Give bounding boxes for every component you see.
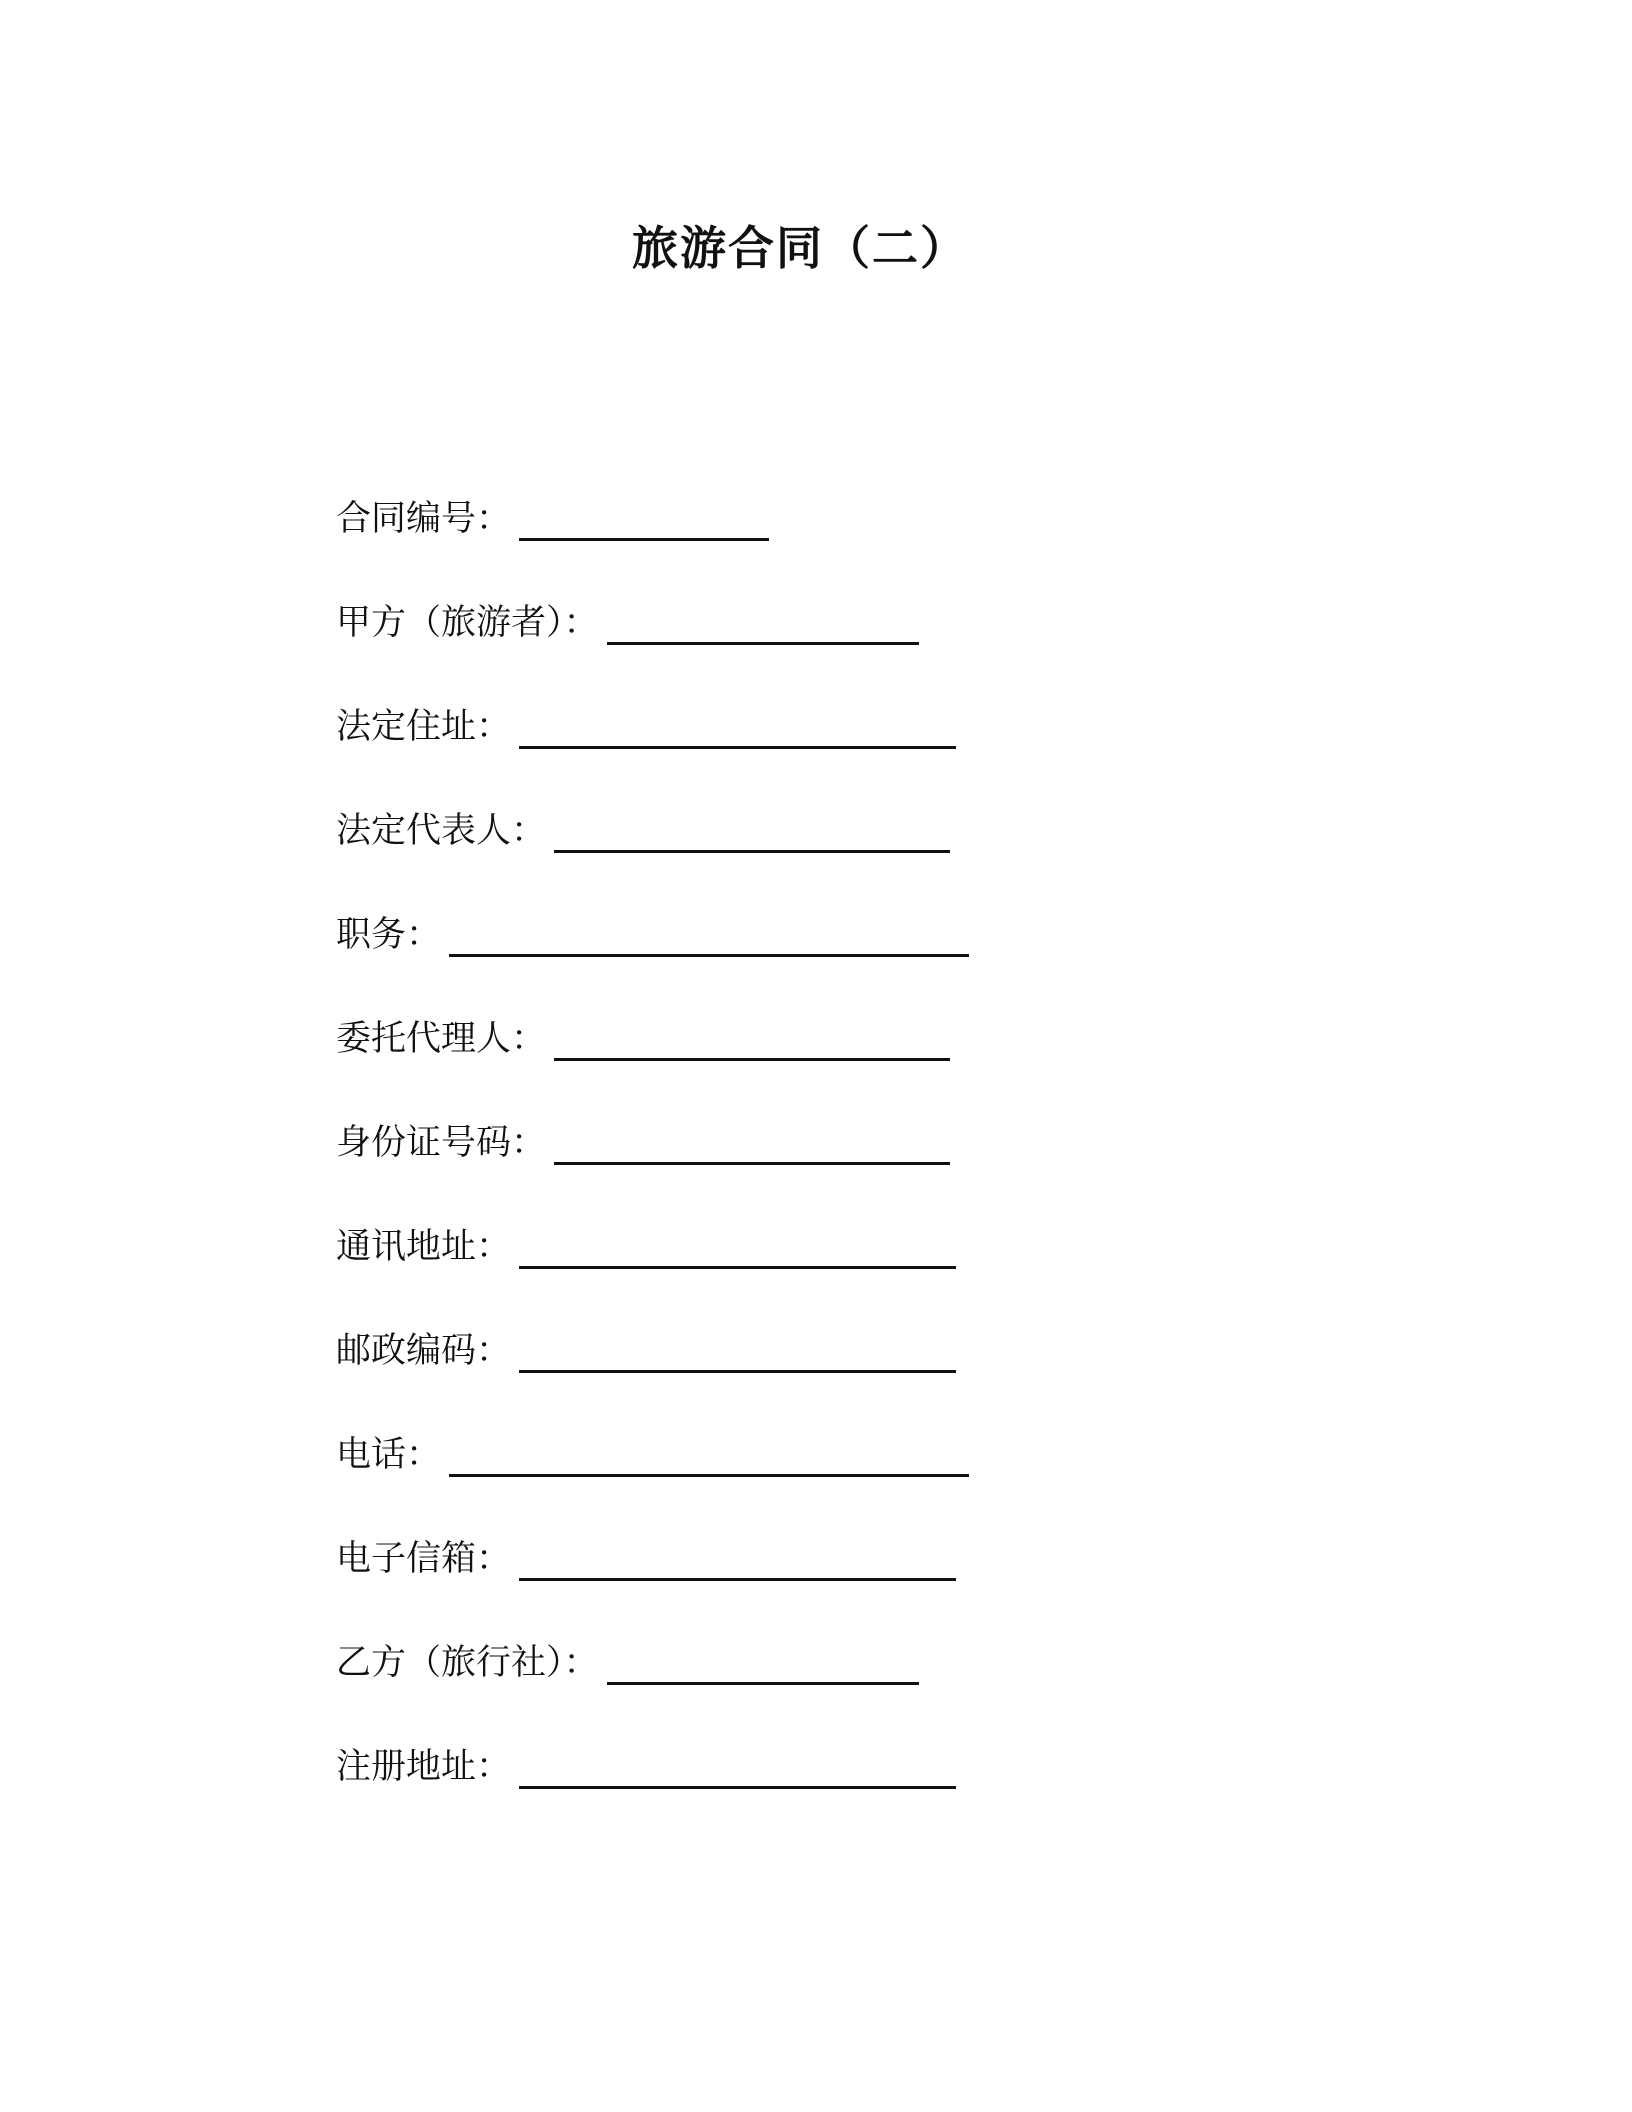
registered-address-blank[interactable]	[519, 1742, 956, 1789]
legal-representative-blank[interactable]	[554, 806, 950, 853]
agent-blank[interactable]	[554, 1014, 950, 1061]
field-label: 注册地址：	[336, 1747, 512, 1787]
id-number-blank[interactable]	[554, 1118, 950, 1165]
party-a-blank[interactable]	[607, 598, 919, 645]
field-label: 甲方（旅游者）：	[336, 603, 599, 643]
field-label: 电子信箱：	[336, 1539, 512, 1579]
field-label: 身份证号码：	[336, 1123, 547, 1163]
field-label: 乙方（旅行社）：	[336, 1643, 599, 1683]
field-contract-number	[336, 494, 1336, 598]
field-position	[336, 910, 1336, 1014]
mailing-address-blank[interactable]	[519, 1222, 956, 1269]
document-title: 旅游合同（二）	[632, 221, 968, 275]
field-id-number	[336, 1118, 1336, 1222]
field-email	[336, 1534, 1336, 1638]
field-legal-representative	[336, 806, 1336, 910]
phone-blank[interactable]	[449, 1430, 969, 1477]
field-label: 法定代表人：	[336, 811, 547, 851]
contract-number-blank[interactable]	[519, 494, 769, 541]
field-phone	[336, 1430, 1336, 1534]
postal-code-blank[interactable]	[519, 1326, 956, 1373]
field-label: 委托代理人：	[336, 1019, 547, 1059]
field-party-a	[336, 598, 1336, 702]
field-label: 法定住址：	[336, 707, 512, 747]
field-label: 合同编号：	[336, 499, 512, 539]
email-blank[interactable]	[519, 1534, 956, 1581]
legal-address-blank[interactable]	[519, 702, 956, 749]
field-label: 职务：	[336, 915, 442, 955]
contract-fields	[336, 494, 1336, 1846]
field-postal-code	[336, 1326, 1336, 1430]
field-label: 电话：	[336, 1435, 442, 1475]
field-agent	[336, 1014, 1336, 1118]
field-legal-address	[336, 702, 1336, 806]
position-blank[interactable]	[449, 910, 969, 957]
party-b-blank[interactable]	[607, 1638, 919, 1685]
field-registered-address	[336, 1742, 1336, 1846]
field-mailing-address	[336, 1222, 1336, 1326]
field-label: 邮政编码：	[336, 1331, 512, 1371]
field-party-b	[336, 1638, 1336, 1742]
field-label: 通讯地址：	[336, 1227, 512, 1267]
